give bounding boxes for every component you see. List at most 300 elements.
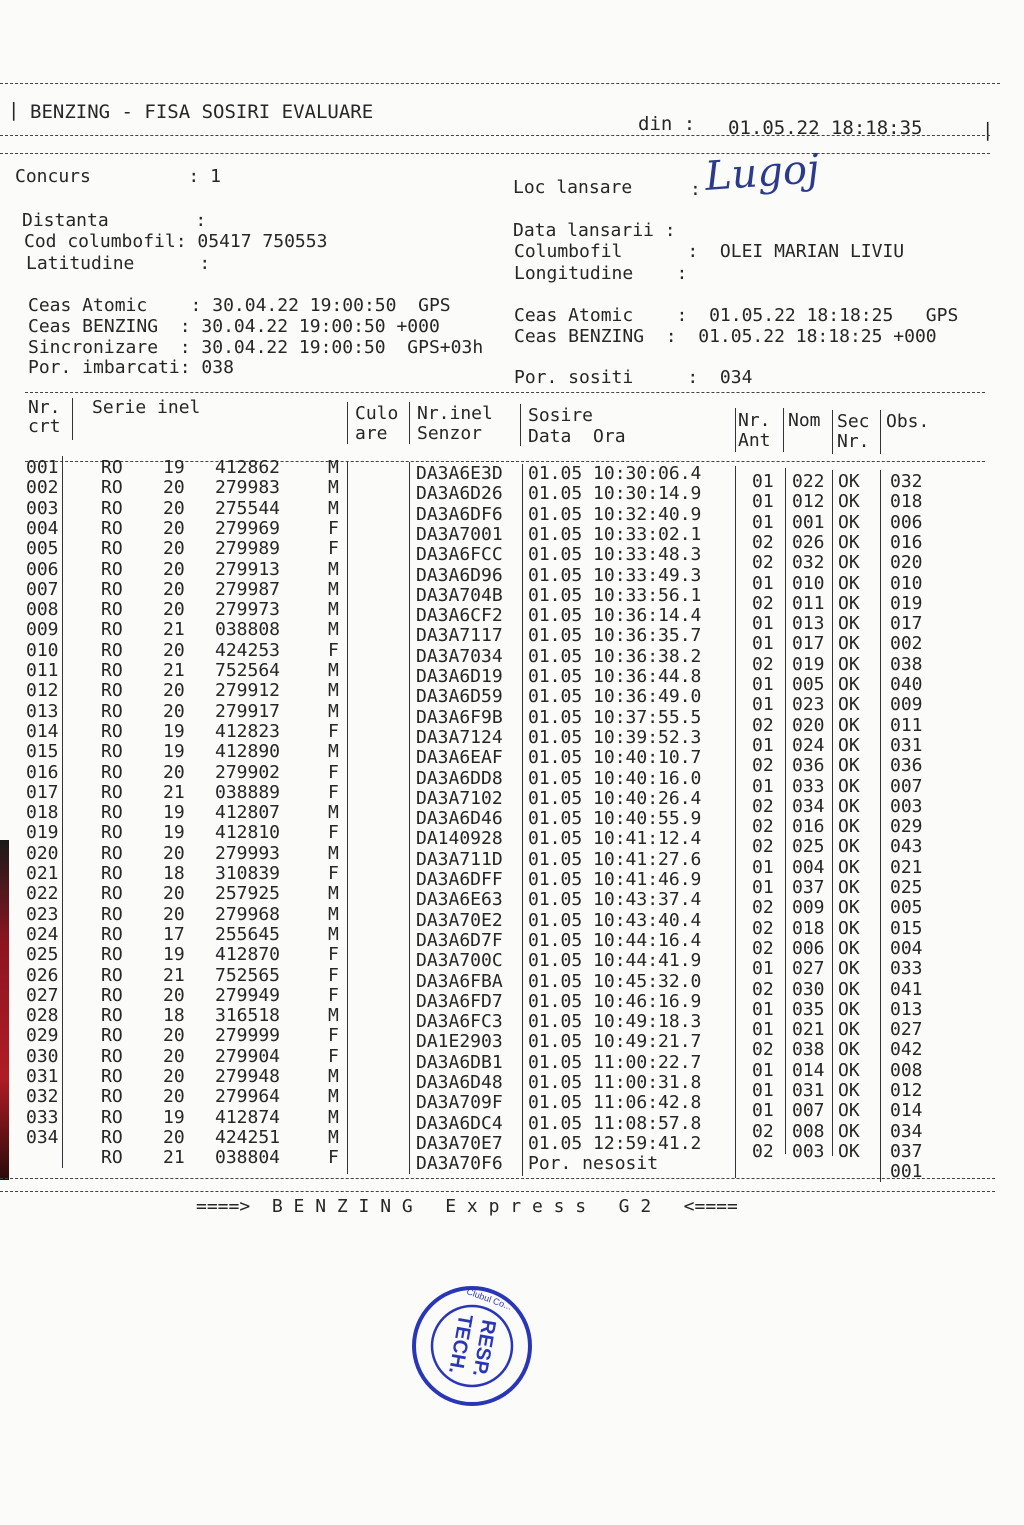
cell-sec: OK [838, 755, 860, 777]
cell-nr-crt: 008 [26, 599, 59, 621]
cell-sec: OK [838, 937, 860, 959]
cell-sensor: DA3A7102 [416, 787, 503, 809]
table-top-rule [25, 392, 985, 393]
cell-sec: OK [838, 592, 860, 614]
cell-country: RO [101, 883, 123, 905]
cell-country: RO [101, 599, 123, 621]
cell-arrival: 01.05 10:40:10.7 [528, 747, 702, 769]
cell-obs: 002 [890, 633, 923, 655]
col-divider-hdr-4 [520, 404, 521, 446]
cell-sex: F [328, 822, 339, 844]
cell-nr-ant: 01 [752, 877, 774, 898]
cell-country: RO [101, 964, 123, 986]
cell-year: 18 [163, 863, 185, 884]
cell-sec: OK [838, 775, 860, 797]
cell-obs: 042 [890, 1039, 923, 1061]
cell-sec: OK [838, 613, 860, 635]
longitudine-field: Longitudine : [514, 263, 688, 284]
cell-sex: M [328, 599, 339, 621]
cell-ring-number: 412810 [215, 822, 281, 844]
cell-sec: OK [838, 897, 860, 919]
cell-obs: 013 [890, 998, 923, 1020]
col-header-ant: Ant [738, 430, 771, 451]
col-divider-hdr-1 [72, 398, 73, 440]
cell-sex: M [328, 1005, 339, 1027]
cell-obs: 016 [890, 531, 923, 553]
cell-sec: OK [838, 958, 860, 980]
cell-arrival: 01.05 10:32:40.9 [528, 503, 702, 525]
cell-sex: F [328, 538, 339, 560]
cell-country: RO [101, 619, 123, 641]
cell-sec: OK [838, 1120, 860, 1142]
cell-nr-ant: 01 [752, 856, 774, 878]
stamp-line-1: RESP. [467, 1317, 500, 1379]
cell-sensor: DA3A70F6 [416, 1153, 503, 1175]
cell-sex: F [328, 1147, 339, 1169]
cell-country: RO [101, 984, 123, 1006]
cell-country: RO [101, 720, 123, 742]
cell-ring-number: 412870 [215, 944, 281, 966]
cell-nr-crt: 020 [26, 842, 59, 864]
cell-obs: 011 [890, 714, 923, 736]
cell-arrival: 01.05 10:46:16.9 [528, 990, 702, 1012]
cell-nom: 003 [792, 1140, 825, 1162]
loc-lansare-colon: : [690, 179, 701, 200]
cell-nom: 006 [792, 937, 825, 959]
cell-sensor: DA3A6D7F [416, 929, 503, 951]
cell-sensor: DA3A6D26 [416, 483, 503, 505]
cell-sensor: DA3A6D19 [416, 666, 503, 687]
cell-nom: 024 [792, 734, 825, 756]
cell-obs: 007 [890, 775, 923, 797]
cell-sec: OK [838, 471, 860, 492]
cell-ring-number: 279902 [215, 761, 281, 783]
cell-sex: M [328, 903, 339, 925]
cell-nr-crt: 016 [26, 761, 59, 783]
cell-year: 20 [163, 558, 185, 580]
cell-year: 20 [163, 761, 185, 783]
cell-ring-number: 279989 [215, 538, 281, 560]
ceas-atomic-right: Ceas Atomic : 01.05.22 18:18:25 GPS [514, 305, 959, 326]
cell-country: RO [101, 680, 123, 702]
cell-country: RO [101, 538, 123, 560]
cell-year: 20 [163, 1025, 185, 1047]
cell-sec: OK [838, 978, 860, 1000]
cell-year: 19 [163, 802, 185, 824]
cell-year: 20 [163, 1045, 185, 1067]
cell-sensor: DA3A6EAF [416, 747, 503, 769]
cell-nr-crt: 026 [26, 964, 59, 986]
col-divider-hdr-7 [832, 410, 833, 454]
cell-nr-crt: 011 [26, 660, 59, 681]
concurs-field: Concurs : 1 [15, 166, 221, 187]
col-header-serie-inel: Serie inel [92, 397, 201, 418]
col-header-nr: Nr. [28, 397, 61, 418]
col-header-senzor: Senzor [417, 423, 483, 444]
cell-arrival: 01.05 10:33:02.1 [528, 523, 702, 545]
cell-obs: 017 [890, 613, 923, 635]
cell-arrival: 01.05 10:44:16.4 [528, 929, 702, 951]
cell-year: 19 [163, 944, 185, 966]
cell-sensor: DA3A70E2 [416, 909, 503, 931]
cell-nr-crt: 033 [26, 1106, 59, 1128]
cell-sensor: DA3A7001 [416, 523, 503, 545]
cell-country: RO [101, 863, 123, 884]
cell-year: 21 [163, 619, 185, 641]
cell-obs: 012 [890, 1080, 923, 1101]
cell-nr-ant: 01 [752, 1059, 774, 1081]
cell-ring-number: 412862 [215, 457, 281, 478]
footer-banner: ====> B E N Z I N G E x p r e s s G 2 <==== [196, 1196, 738, 1217]
cell-ring-number: 279949 [215, 984, 281, 1006]
cell-ring-number: 279983 [215, 477, 281, 499]
cell-nr-crt: 017 [26, 781, 59, 803]
cell-nr-ant: 02 [752, 531, 774, 553]
cell-country: RO [101, 903, 123, 925]
cell-country: RO [101, 741, 123, 763]
cell-arrival: 01.05 10:36:44.8 [528, 666, 702, 687]
cell-ring-number: 310839 [215, 863, 281, 884]
cell-sex: M [328, 700, 339, 722]
cell-nom: 011 [792, 592, 825, 614]
cell-sensor: DA3A6FBA [416, 970, 503, 992]
header-right-bar: | [982, 119, 994, 141]
cell-year: 20 [163, 599, 185, 621]
cell-arrival: 01.05 10:33:49.3 [528, 564, 702, 586]
cell-obs: 004 [890, 937, 923, 959]
cell-nr-ant: 01 [752, 1080, 774, 1101]
cell-obs: 021 [890, 856, 923, 878]
cell-ring-number: 412890 [215, 741, 281, 763]
cell-arrival: 01.05 11:08:57.8 [528, 1112, 702, 1134]
cell-nom: 023 [792, 694, 825, 716]
data-lansarii-field: Data lansarii : [513, 220, 676, 241]
cell-nom: 027 [792, 958, 825, 980]
cell-ring-number: 275544 [215, 497, 281, 519]
cell-sensor: DA1E2903 [416, 1031, 503, 1053]
cell-sex: F [328, 517, 339, 539]
cell-sex: M [328, 741, 339, 763]
cell-arrival: 01.05 10:43:37.4 [528, 889, 702, 911]
cell-arrival: 01.05 10:49:18.3 [528, 1011, 702, 1033]
cell-obs: 027 [890, 1019, 923, 1041]
cell-year: 20 [163, 1066, 185, 1087]
cell-sex: M [328, 842, 339, 864]
cell-nr-ant: 02 [752, 653, 774, 675]
cell-sensor: DA3A6D46 [416, 808, 503, 830]
din-value: 01.05.22 18:18:35 [728, 117, 923, 139]
cell-sex: M [328, 578, 339, 600]
cell-sec: OK [838, 734, 860, 756]
cell-ring-number: 412874 [215, 1106, 281, 1128]
cell-year: 19 [163, 720, 185, 742]
cell-ring-number: 279917 [215, 700, 281, 722]
cell-nr-crt: 027 [26, 984, 59, 1006]
cell-nr-crt: 010 [26, 639, 59, 661]
cell-sex: M [328, 457, 339, 478]
cell-nom: 014 [792, 1059, 825, 1081]
cell-arrival: Por. nesosit [528, 1153, 659, 1175]
cell-sec: OK [838, 917, 860, 939]
cell-sensor: DA3A6D48 [416, 1072, 503, 1093]
cell-country: RO [101, 1025, 123, 1047]
header-top-rule [0, 83, 1000, 84]
cell-nr-crt: 022 [26, 883, 59, 905]
cell-year: 20 [163, 883, 185, 905]
cell-country: RO [101, 639, 123, 661]
cell-ring-number: 316518 [215, 1005, 281, 1027]
stamp-ring-text: Clubul Co... [465, 1286, 513, 1312]
cell-arrival: 01.05 10:45:32.0 [528, 970, 702, 992]
cell-nr-ant: 02 [752, 897, 774, 919]
cell-nr-ant: 01 [752, 998, 774, 1020]
cell-country: RO [101, 1045, 123, 1067]
cell-arrival: 01.05 10:36:14.4 [528, 605, 702, 627]
cell-nr-crt: 006 [26, 558, 59, 580]
cell-nom: 025 [792, 836, 825, 858]
cell-ring-number: 279969 [215, 517, 281, 539]
cell-country: RO [101, 1106, 123, 1128]
loc-lansare-handwritten: Lugoj [703, 146, 821, 200]
col-header-are: are [355, 423, 388, 444]
cell-obs: 043 [890, 836, 923, 858]
col-header-culo: Culo [355, 403, 399, 424]
cell-year: 19 [163, 741, 185, 763]
cell-nr-crt: 002 [26, 477, 59, 499]
cell-obs: 006 [890, 511, 923, 533]
cell-sec: OK [838, 877, 860, 898]
cell-sec: OK [838, 1080, 860, 1101]
cell-ring-number: 257925 [215, 883, 281, 905]
cell-sec: OK [838, 531, 860, 553]
cell-sensor: DA3A6DFF [416, 869, 503, 890]
cell-year: 20 [163, 842, 185, 864]
cell-sensor: DA3A6D96 [416, 564, 503, 586]
cell-nom: 007 [792, 1100, 825, 1122]
cell-sensor: DA3A6DC4 [416, 1112, 503, 1134]
cell-nom: 009 [792, 897, 825, 919]
cell-year: 19 [163, 457, 185, 478]
cell-sex: F [328, 984, 339, 1006]
cell-country: RO [101, 1147, 123, 1169]
cell-sex: M [328, 883, 339, 905]
cell-ring-number: 424251 [215, 1126, 281, 1148]
cell-nom: 016 [792, 816, 825, 838]
cell-arrival: 01.05 10:36:38.2 [528, 645, 702, 667]
cell-sensor: DA3A6DF6 [416, 503, 503, 525]
cell-nr-ant: 02 [752, 552, 774, 574]
cell-ring-number: 279964 [215, 1086, 281, 1108]
cell-country: RO [101, 558, 123, 580]
cell-ring-number: 038804 [215, 1147, 281, 1169]
cell-ring-number: 752565 [215, 964, 281, 986]
cell-year: 20 [163, 517, 185, 539]
cell-country: RO [101, 517, 123, 539]
cell-sec: OK [838, 1019, 860, 1041]
cell-year: 20 [163, 680, 185, 702]
cell-obs: 033 [890, 958, 923, 980]
cell-country: RO [101, 842, 123, 864]
cell-arrival: 01.05 10:41:27.6 [528, 848, 702, 870]
cell-nr-ant: 01 [752, 1100, 774, 1122]
por-imbarcati-field: Por. imbarcati: 038 [28, 357, 234, 378]
cell-nr-crt: 034 [26, 1126, 59, 1148]
cell-year: 19 [163, 1106, 185, 1128]
col-header-sosire: Sosire [528, 405, 594, 426]
cell-sex: M [328, 660, 339, 681]
document-title: BENZING - FISA SOSIRI EVALUARE [30, 101, 374, 123]
cell-sec: OK [838, 836, 860, 858]
cell-country: RO [101, 457, 123, 478]
cell-sensor: DA3A6F9B [416, 706, 503, 728]
cell-sensor: DA3A6D59 [416, 686, 503, 708]
cell-ring-number: 424253 [215, 639, 281, 661]
cell-arrival: 01.05 10:30:14.9 [528, 483, 702, 505]
cell-sensor: DA3A6FC3 [416, 1011, 503, 1033]
cell-nr-crt: 003 [26, 497, 59, 519]
cell-nr-crt: 030 [26, 1045, 59, 1067]
cell-nr-crt: 015 [26, 741, 59, 763]
cell-year: 20 [163, 1126, 185, 1148]
cell-arrival: 01.05 10:44:41.9 [528, 950, 702, 972]
cell-arrival: 01.05 10:36:49.0 [528, 686, 702, 708]
cell-arrival: 01.05 10:41:46.9 [528, 869, 702, 890]
cell-arrival: 01.05 11:00:31.8 [528, 1072, 702, 1093]
cell-year: 17 [163, 923, 185, 945]
cell-sex: M [328, 1106, 339, 1128]
col-divider-hdr-8 [880, 410, 881, 454]
cell-sex: M [328, 477, 339, 499]
cell-sensor: DA3A700C [416, 950, 503, 972]
cell-year: 21 [163, 660, 185, 681]
ceas-benzing-left: Ceas BENZING : 30.04.22 19:00:50 +000 [28, 316, 440, 337]
cell-arrival: 01.05 10:49:21.7 [528, 1031, 702, 1053]
cell-nom: 018 [792, 917, 825, 939]
cell-country: RO [101, 578, 123, 600]
cell-country: RO [101, 1086, 123, 1108]
cell-obs: 031 [890, 734, 923, 756]
cell-obs: 009 [890, 694, 923, 716]
cell-nr-ant: 02 [752, 714, 774, 736]
sincronizare-left: Sincronizare : 30.04.22 19:00:50 GPS+03h [28, 337, 484, 358]
col-header-sec: Sec [837, 411, 870, 432]
cell-nr-ant: 02 [752, 1039, 774, 1061]
cell-arrival: 01.05 10:39:52.3 [528, 726, 702, 748]
cell-sec: OK [838, 572, 860, 594]
cell-sec: OK [838, 998, 860, 1020]
col-header-obs: Obs. [886, 411, 930, 432]
header-mid-rule [0, 135, 990, 136]
cell-sex: M [328, 497, 339, 519]
cell-nr-ant: 02 [752, 836, 774, 858]
cell-arrival: 01.05 10:37:55.5 [528, 706, 702, 728]
cell-nr-ant: 01 [752, 613, 774, 635]
col-header-crt: crt [28, 416, 61, 437]
cell-nom: 030 [792, 978, 825, 1000]
cell-country: RO [101, 1126, 123, 1148]
cell-sec: OK [838, 816, 860, 838]
cell-nr-ant: 01 [752, 734, 774, 756]
cell-sex: F [328, 1025, 339, 1047]
cell-nr-ant: 01 [752, 511, 774, 533]
cell-nr-crt: 031 [26, 1066, 59, 1087]
cell-country: RO [101, 802, 123, 824]
cell-nom: 010 [792, 572, 825, 594]
cell-sex: M [328, 923, 339, 945]
cell-country: RO [101, 1005, 123, 1027]
cell-nr-ant: 02 [752, 1120, 774, 1142]
ceas-benzing-right: Ceas BENZING : 01.05.22 18:18:25 +000 [514, 326, 937, 347]
cell-ring-number: 255645 [215, 923, 281, 945]
cell-obs: 015 [890, 917, 923, 939]
cell-nr-ant: 02 [752, 755, 774, 777]
cell-sec: OK [838, 1059, 860, 1081]
cell-sensor: DA3A704B [416, 584, 503, 606]
cell-year: 19 [163, 822, 185, 844]
cell-nom: 005 [792, 674, 825, 695]
cell-ring-number: 412823 [215, 720, 281, 742]
cell-sex: F [328, 1045, 339, 1067]
cell-country: RO [101, 781, 123, 803]
cell-nom: 032 [792, 552, 825, 574]
cell-nr-crt: 014 [26, 720, 59, 742]
cell-sec: OK [838, 1100, 860, 1122]
cell-year: 20 [163, 639, 185, 661]
cell-country: RO [101, 923, 123, 945]
cell-sex: M [328, 1126, 339, 1148]
cell-arrival: 01.05 12:59:41.2 [528, 1132, 702, 1154]
cell-year: 21 [163, 781, 185, 803]
cell-nr-crt: 001 [26, 457, 59, 478]
cell-obs: 025 [890, 877, 923, 898]
cell-sensor: DA3A7117 [416, 625, 503, 647]
cell-year: 20 [163, 1086, 185, 1108]
cell-sec: OK [838, 714, 860, 736]
cell-arrival: 01.05 10:41:12.4 [528, 828, 702, 850]
latitudine-field: Latitudine : [26, 253, 211, 274]
cell-sensor: DA3A6E3D [416, 463, 503, 484]
table-bottom-rule-2 [0, 1191, 995, 1192]
cell-country: RO [101, 944, 123, 966]
col-divider-hdr-2 [347, 402, 348, 444]
cell-nr-crt: 004 [26, 517, 59, 539]
cell-nr-ant: 02 [752, 917, 774, 939]
cell-obs: 038 [890, 653, 923, 675]
cell-nr-ant: 01 [752, 471, 774, 492]
cell-country: RO [101, 822, 123, 844]
cell-sec: OK [838, 633, 860, 655]
cell-obs: 008 [890, 1059, 923, 1081]
cell-ring-number: 279913 [215, 558, 281, 580]
columbofil-field: Columbofil : OLEI MARIAN LIVIU [514, 241, 905, 262]
cell-nr-ant: 02 [752, 592, 774, 614]
cell-sex: F [328, 781, 339, 803]
header-left-bar: | [8, 99, 20, 121]
cell-obs: 018 [890, 491, 923, 513]
cell-sec: OK [838, 511, 860, 533]
cell-nr-ant: 01 [752, 958, 774, 980]
cell-nom: 034 [792, 795, 825, 817]
cell-obs: 003 [890, 795, 923, 817]
cell-nom: 013 [792, 613, 825, 635]
cell-country: RO [101, 477, 123, 499]
col-header-sec-nr: Nr. [837, 431, 870, 452]
cell-ring-number: 038889 [215, 781, 281, 803]
cell-nom: 008 [792, 1120, 825, 1142]
cell-nr-crt: 012 [26, 680, 59, 702]
cell-arrival: 01.05 10:36:35.7 [528, 625, 702, 647]
table-bottom-rule [0, 1178, 995, 1179]
